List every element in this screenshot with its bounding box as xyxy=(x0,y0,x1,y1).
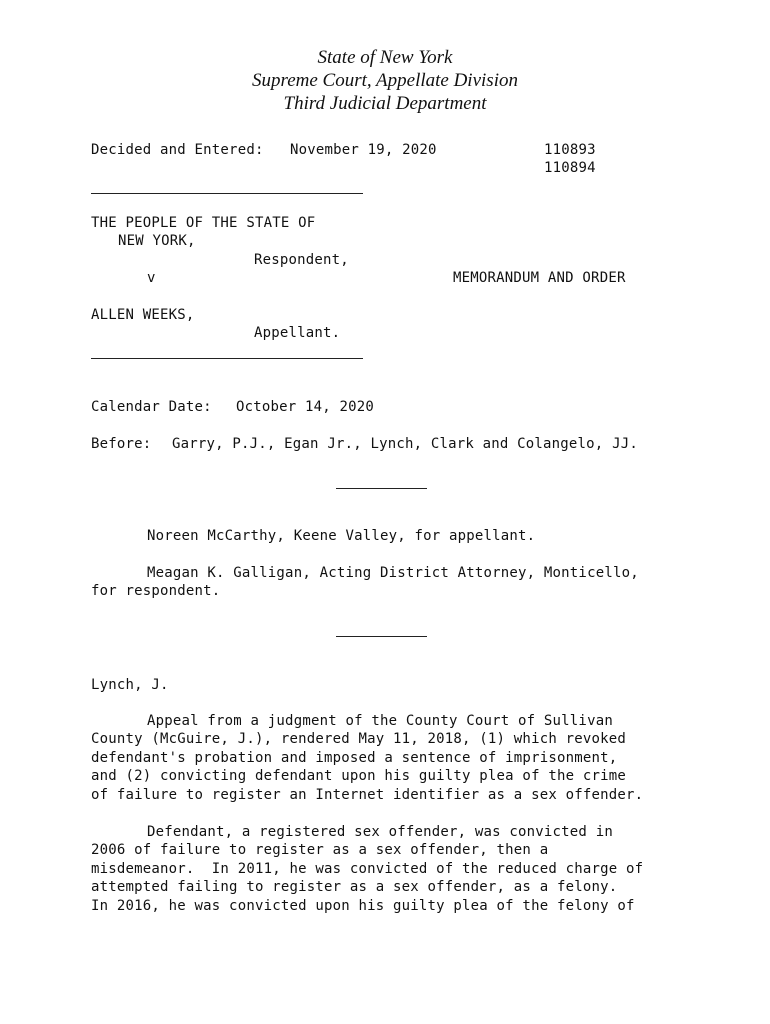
separator-rule-2 xyxy=(336,636,427,637)
caption-appellant: Appellant. xyxy=(254,325,341,341)
decided-label: Decided and Entered: xyxy=(91,142,264,158)
body-p2-line5: In 2016, he was convicted upon his guilty plea of the felony of xyxy=(91,898,635,914)
calendar-date: October 14, 2020 xyxy=(236,399,375,415)
caption-bottom-rule xyxy=(91,358,363,359)
caption-people-line1: THE PEOPLE OF THE STATE OF xyxy=(91,215,316,231)
body-p2-line4: attempted failing to register as a sex offender, as a felony. xyxy=(91,879,618,895)
caption-defendant: ALLEN WEEKS, xyxy=(91,307,195,323)
caption-respondent: Respondent, xyxy=(254,252,349,268)
counsel-respondent-line1: Meagan K. Galligan, Acting District Attorney, Monticello, xyxy=(147,565,639,581)
body-p1-line3: defendant's probation and imposed a sentence of imprisonment, xyxy=(91,750,618,766)
caption-versus: v xyxy=(147,270,156,286)
counsel-respondent-line2: for respondent. xyxy=(91,583,221,599)
body-p1-line1: Appeal from a judgment of the County Court of Sullivan xyxy=(147,713,613,729)
body-p1-line5: of failure to register an Internet identifier as a sex offender. xyxy=(91,787,644,803)
caption-top-rule xyxy=(91,193,363,194)
body-p1-line4: and (2) convicting defendant upon his guilty plea of the crime xyxy=(91,768,626,784)
before-label: Before: xyxy=(91,436,152,452)
counsel-appellant: Noreen McCarthy, Keene Valley, for appellant. xyxy=(147,528,536,544)
caption-people-line2: NEW YORK, xyxy=(118,233,196,249)
body-p1-line2: County (McGuire, J.), rendered May 11, 2018, (1) which revoked xyxy=(91,731,626,747)
body-p2-line2: 2006 of failure to register as a sex offender, then a xyxy=(91,842,549,858)
before-justices: Garry, P.J., Egan Jr., Lynch, Clark and Colangelo, JJ. xyxy=(172,436,638,452)
order-type: MEMORANDUM AND ORDER xyxy=(453,270,626,286)
body-p2-line1: Defendant, a registered sex offender, was convicted in xyxy=(147,824,613,840)
docket-number-2: 110894 xyxy=(544,160,596,176)
body-p2-line3: misdemeanor. In 2011, he was convicted of the reduced charge of xyxy=(91,861,644,877)
calendar-date-label: Calendar Date: xyxy=(91,399,212,415)
opinion-author: Lynch, J. xyxy=(91,677,169,693)
separator-rule-1 xyxy=(336,488,427,489)
court-state: State of New York xyxy=(317,47,453,68)
court-department: Third Judicial Department xyxy=(283,93,487,114)
docket-number-1: 110893 xyxy=(544,142,596,158)
court-name: Supreme Court, Appellate Division xyxy=(252,70,518,91)
decided-date: November 19, 2020 xyxy=(290,142,437,158)
